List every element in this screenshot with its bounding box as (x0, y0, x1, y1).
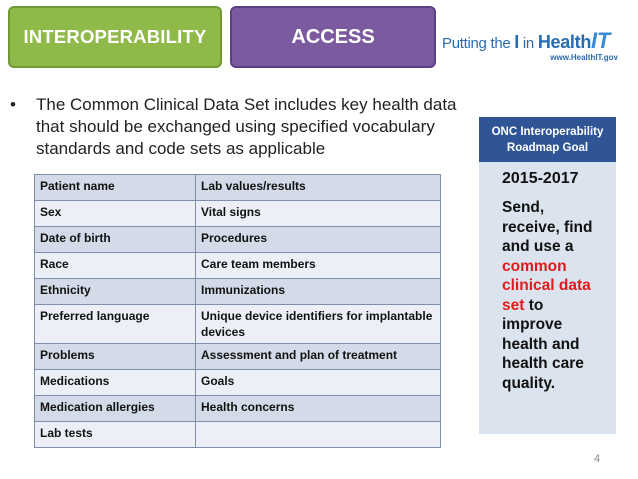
healthit-logo (442, 28, 632, 70)
table-row (35, 227, 441, 253)
logo-tagline (442, 28, 610, 54)
table-cell-element-2: Vital signs (196, 201, 441, 227)
table-cell-element: Problems (35, 344, 196, 370)
table-row (35, 279, 441, 305)
tab-interoperability-label: INTEROPERABILITY (23, 26, 207, 47)
table-row (35, 253, 441, 279)
table-cell-element-2: Procedures (196, 227, 441, 253)
goal-text-after: to improve health and health care quality. (502, 296, 584, 392)
goal-text-highlight: common clinical data set (502, 257, 591, 314)
table-cell-element-2: Goals (196, 370, 441, 396)
goal-header (479, 117, 616, 162)
table-row (35, 422, 441, 448)
table-cell-element-2: Care team members (196, 253, 441, 279)
table-row (35, 175, 441, 201)
bullet-text: The Common Clinical Data Set includes key health data that should be exchanged using specified vocabulary standards and code sets as applicable (36, 95, 457, 158)
table-row (35, 201, 441, 227)
table-cell-element-2: Lab values/results (196, 175, 441, 201)
bullet-dot: • (10, 95, 16, 114)
logo-text-it: IT (591, 28, 610, 53)
table-row (35, 305, 441, 344)
table-cell-element: Date of birth (35, 227, 196, 253)
logo-url: www.HealthIT.gov (550, 53, 618, 62)
table-cell-element: Medication allergies (35, 396, 196, 422)
table-cell-element: Patient name (35, 175, 196, 201)
logo-text-in: in (519, 35, 538, 52)
table-cell-element-2: Unique device identifiers for implantable devices (196, 305, 441, 344)
goal-years: 2015-2017 (502, 170, 579, 187)
table-cell-element-2: Health concerns (196, 396, 441, 422)
goal-text (502, 198, 604, 393)
table-row (35, 344, 441, 370)
page-number: 4 (594, 453, 601, 465)
goal-panel (479, 162, 616, 434)
table-cell-element-2 (196, 422, 441, 448)
table-row (35, 396, 441, 422)
goal-header-label: ONC Interoperability Roadmap Goal (491, 125, 604, 154)
table-cell-element: Race (35, 253, 196, 279)
table-cell-element: Preferred language (35, 305, 196, 344)
table-row (35, 370, 441, 396)
table-cell-element-2: Assessment and plan of treatment (196, 344, 441, 370)
common-clinical-data-set-table (34, 174, 441, 448)
table-cell-element: Lab tests (35, 422, 196, 448)
logo-text-health: Health (537, 32, 592, 52)
tab-interoperability[interactable] (8, 6, 222, 68)
goal-text-before: Send, receive, find and use a (502, 199, 593, 255)
table-cell-element: Ethnicity (35, 279, 196, 305)
logo-text-putting: Putting the (442, 35, 515, 52)
table-cell-element: Medications (35, 370, 196, 396)
logo-text-i: I (514, 32, 519, 52)
table-cell-element: Sex (35, 201, 196, 227)
table-cell-element-2: Immunizations (196, 279, 441, 305)
tab-access[interactable] (230, 6, 436, 68)
tab-access-label: ACCESS (291, 25, 375, 48)
